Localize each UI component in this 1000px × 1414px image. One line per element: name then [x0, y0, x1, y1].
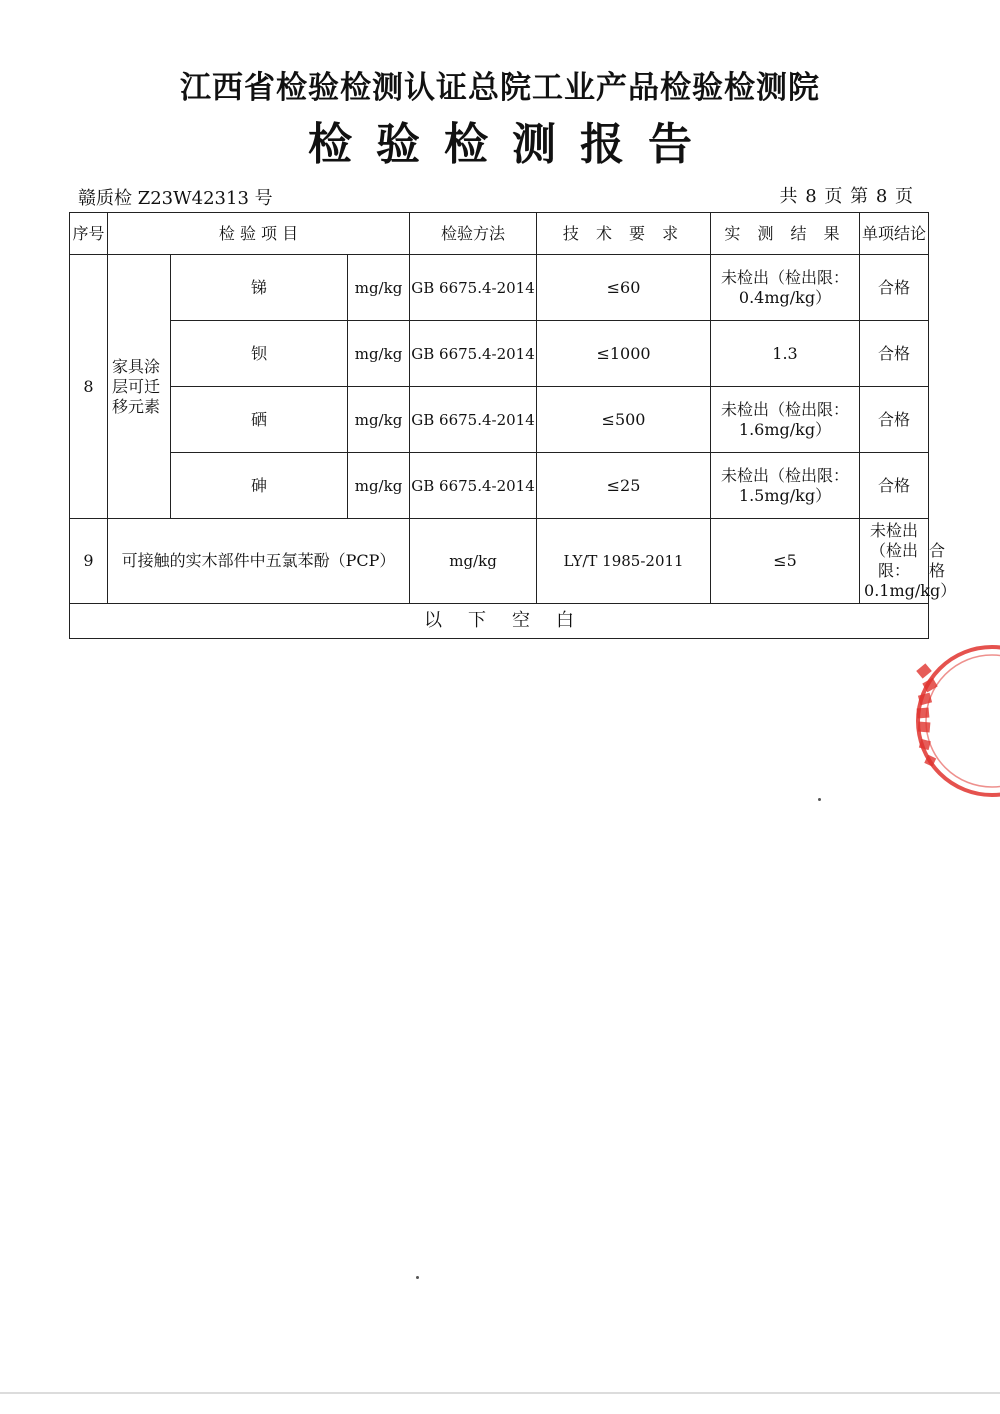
table-row	[70, 387, 929, 453]
results-table	[69, 212, 957, 639]
requirement-cell: ≤60	[537, 255, 711, 321]
result-cell: 未检出（检出限：0.4mg/kg）	[711, 255, 860, 321]
organization-title: 江西省检验检测认证总院工业产品检验检测院	[180, 70, 820, 106]
conclusion-cell: 合格	[860, 453, 929, 519]
seq-cell: 9	[70, 519, 108, 604]
method-cell: LY/T 1985-2011	[537, 519, 711, 604]
header-conclusion: 单项结论	[860, 213, 929, 255]
scan-edge-line	[0, 1392, 1000, 1394]
official-seal	[880, 636, 1000, 806]
header-requirement: 技 术 要 求	[537, 213, 711, 255]
table-row: 9 可接触的实木部件中五氯苯酚（PCP） mg/kg LY/T 1985-2011 ≤5 未检出（检出限：0.1mg/kg） 合格	[70, 519, 929, 604]
conclusion-cell: 合格	[860, 321, 929, 387]
seq-cell: 8	[70, 255, 108, 519]
requirement-cell: ≤500	[537, 387, 711, 453]
header-item: 检 验 项 目	[108, 213, 410, 255]
method-cell: GB 6675.4-2014	[410, 453, 537, 519]
page-info: 共 8 页 第 8 页	[779, 186, 914, 207]
result-cell: 1.3	[711, 321, 860, 387]
blank-note: 以下空白	[70, 604, 929, 639]
item-cell: 钡	[171, 321, 348, 387]
method-cell: GB 6675.4-2014	[410, 321, 537, 387]
unit-cell: mg/kg	[348, 321, 410, 387]
unit-cell: mg/kg	[410, 519, 537, 604]
result-cell: 未检出（检出限：1.6mg/kg）	[711, 387, 860, 453]
report-title: 检验检测报告	[308, 119, 716, 170]
method-cell: GB 6675.4-2014	[410, 387, 537, 453]
conclusion-cell: 合格	[860, 387, 929, 453]
item-cell: 锑	[171, 255, 348, 321]
method-cell: GB 6675.4-2014	[410, 255, 537, 321]
header-result: 实 测 结 果	[711, 213, 860, 255]
item-cell: 砷	[171, 453, 348, 519]
report-number: 赣质检 Z23W42313 号	[78, 188, 273, 209]
unit-cell: mg/kg	[348, 255, 410, 321]
requirement-cell: ≤25	[537, 453, 711, 519]
item-cell: 硒	[171, 387, 348, 453]
requirement-cell: ≤5	[711, 519, 860, 604]
result-cell: 未检出（检出限：1.5mg/kg）	[711, 453, 860, 519]
scan-speck	[818, 798, 821, 801]
table-row	[70, 453, 929, 519]
table-header-row	[70, 213, 929, 255]
seal-stamp-icon	[880, 636, 1000, 806]
blank-note-row	[70, 604, 929, 639]
item-cell: 可接触的实木部件中五氯苯酚（PCP）	[108, 519, 410, 604]
table-row	[70, 255, 929, 321]
requirement-cell: ≤1000	[537, 321, 711, 387]
result-cell: 未检出（检出限：0.1mg/kg）	[860, 519, 929, 604]
table-row	[70, 321, 929, 387]
header-seq: 序号	[70, 213, 108, 255]
scan-speck	[416, 1276, 419, 1279]
group-name-cell: 家具涂层可迁移元素	[108, 255, 171, 519]
conclusion-cell: 合格	[860, 255, 929, 321]
unit-cell: mg/kg	[348, 453, 410, 519]
unit-cell: mg/kg	[348, 387, 410, 453]
header-method: 检验方法	[410, 213, 537, 255]
